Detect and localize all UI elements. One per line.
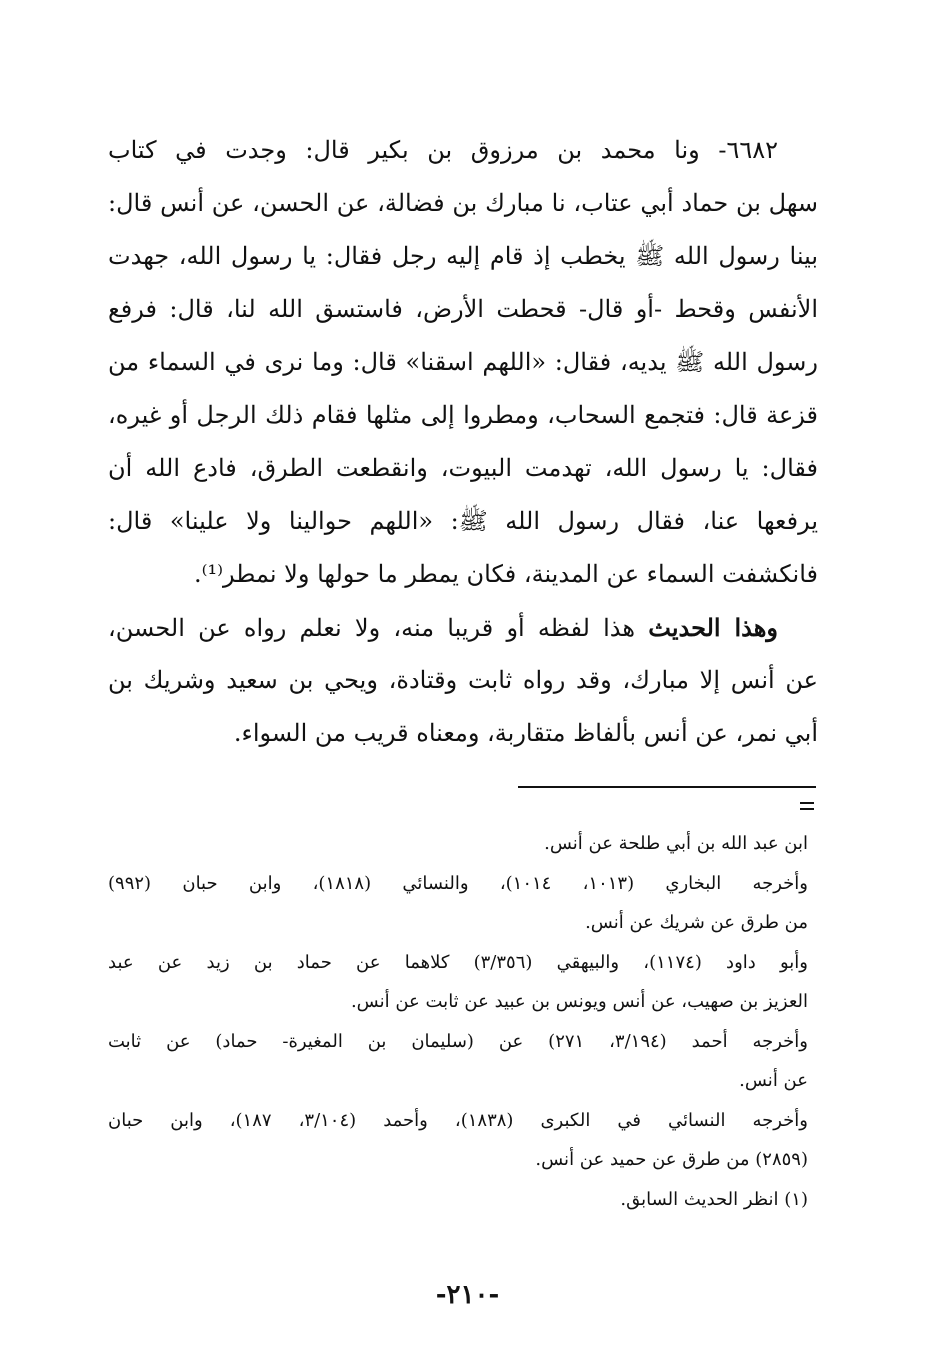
footnote-line: من طرق عن شريك عن أنس. (585, 912, 808, 933)
hadith-line: بينا رسول الله ﷺ يخطب إذ قام إليه رجل فقال: يا رسول الله، جهدت (108, 242, 818, 270)
hadith-line: ٦٦٨٢- ونا محمد بن مرزوق بن بكير قال: وجدت في كتاب (108, 136, 778, 164)
commentary-lead: وهذا الحديث (648, 613, 779, 642)
footnote-line: (٢٨٥٩) من طرق عن حميد عن أنس. (535, 1149, 808, 1170)
hadith-line: الأنفس وقحط -أو قال- قحطت الأرض، فاستسق الله لنا، قال: فرفع (108, 295, 818, 323)
footnote-line: وأخرجه البخاري (١٠١٣، ١٠١٤)، والنسائي (١٨١٨)، وابن حبان (٩٩٢) (108, 872, 808, 894)
footnote-line: عن أنس. (739, 1070, 808, 1091)
hadith-line: يرفعها عنا، فقال رسول الله ﷺ: «اللهم حوالينا ولا علينا» قال: (108, 507, 818, 535)
page-number: -٢١٠- (435, 1280, 500, 1310)
footnote-line: وأخرجه أحمد (٣/١٩٤، ٢٧١) عن (سليمان بن المغيرة- حماد) عن ثابت (108, 1030, 808, 1052)
footnote-line: ابن عبد الله بن أبي طلحة عن أنس. (544, 833, 808, 854)
footnote-continuation-mark (800, 802, 814, 810)
footnote-line: وأخرجه النسائي في الكبرى (١٨٣٨)، وأحمد (٣/١٠٤، ١٨٧)، وابن حبان (108, 1109, 808, 1131)
hadith-line: رسول الله ﷺ يديه، فقال: «اللهم اسقنا» قال: وما نرى في السماء من (108, 348, 818, 376)
commentary-line (108, 601, 818, 654)
hadith-line: قزعة قال: فتجمع السحاب، ومطروا إلى مثلها فقام ذلك الرجل أو غيره، (108, 401, 818, 429)
commentary-text: هذا لفظه أو قريبا منه، ولا نعلم رواه عن الحسن، (108, 614, 649, 642)
hadith-line: فانكشفت السماء عن المدينة، فكان يمطر ما حولها ولا نمطر⁽¹⁾. (194, 560, 818, 588)
footnote-line: وأبو داود (١١٧٤)، والبيهقي (٣/٣٥٦) كلاهما عن حماد بن زيد عن عبد (108, 951, 808, 973)
hadith-line: فقال: يا رسول الله، تهدمت البيوت، وانقطعت الطرق، فادع الله أن (108, 454, 818, 482)
footnote-line: العزيز بن صهيب، عن أنس ويونس بن عبيد عن ثابت عن أنس. (350, 991, 808, 1012)
commentary-line: أبي نمر، عن أنس بألفاظ متقاربة، ومعناه قريب من السواء. (233, 719, 818, 747)
footnote-separator (518, 786, 816, 788)
main-text (108, 124, 818, 760)
footnotes (108, 824, 808, 1219)
commentary-line: عن أنس إلا مبارك، وقد رواه ثابت وقتادة، ويحي بن سعيد وشريك بن (108, 666, 818, 694)
hadith-line: سهل بن حماد أبي عتاب، نا مبارك بن فضالة، عن الحسن، عن أنس قال: (108, 189, 818, 217)
footnote-line: (١) انظر الحديث السابق. (620, 1188, 808, 1210)
